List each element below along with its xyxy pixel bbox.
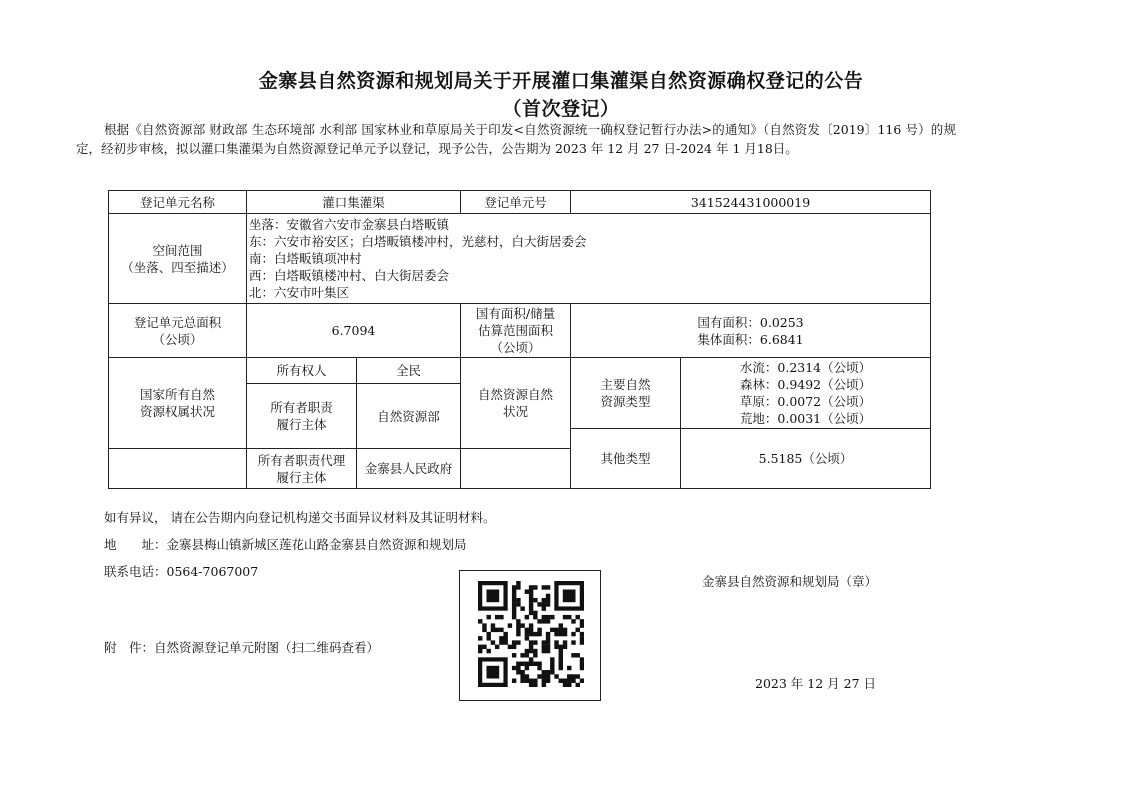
owner-value: 全民 [357, 358, 461, 384]
area-breakdown [571, 304, 931, 358]
main-type-line: 森林：0.9492（公顷） [739, 377, 872, 392]
main-type-line: 水流：0.2314（公顷） [739, 360, 872, 375]
natural-status-label-line: 状况 [503, 404, 529, 419]
space-description [247, 214, 931, 304]
ownership-label-spacer [109, 449, 247, 489]
notice-intro: 根据《自然资源部 财政部 生态环境部 水利部 国家林业和草原局关于印发<自然资源统一确权登记暂行办法>的通知》（自然资发〔2019〕116 号）的规定，经初步审核，拟以灌口集灌渠为自然资源登记单元予以登记，现予公告，公告期为 2023 年 12 月 27 日-2024 年 1 月18日。 [76, 122, 956, 156]
main-type-label-line: 主要自然 [600, 377, 651, 392]
space-label-line: 空间范围 [152, 242, 203, 258]
address-line: 地 址：金寨县梅山镇新城区莲花山路金寨县自然资源和规划局 [104, 537, 467, 552]
unit-no-value: 341524431000019 [571, 191, 931, 214]
state-area-label [461, 304, 571, 358]
ownership-label [109, 358, 247, 449]
space-label-line: （坐落、四至描述） [121, 259, 234, 275]
main-type-line: 草原：0.0072（公顷） [739, 394, 872, 409]
main-type-line: 荒地：0.0031（公顷） [739, 411, 872, 426]
qr-code-frame [459, 570, 601, 701]
space-line: 北：六安市叶集区 [249, 285, 350, 300]
state-area-value: 国有面积：0.0253 [697, 314, 804, 330]
other-type-label: 其他类型 [571, 429, 681, 489]
phone-line: 联系电话：0564-7067007 [104, 564, 259, 579]
main-type-label [571, 358, 681, 429]
duty-label-line: 履行主体 [276, 417, 327, 432]
duty-label [247, 384, 357, 449]
owner-label: 所有权人 [247, 358, 357, 384]
objection-note: 如有异议， 请在公告期内向登记机构递交书面异议材料及其证明材料。 [104, 510, 496, 525]
agent-label-line: 所有者职责代理 [257, 452, 346, 468]
notice-date: 2023 年 12 月 27 日 [755, 676, 876, 691]
attachment-line: 附 件：自然资源登记单元附图（扫二维码查看） [104, 640, 380, 655]
natural-status-label-line: 自然资源自然 [478, 387, 554, 402]
natural-status-label [461, 358, 571, 449]
collective-area-value: 集体面积：6.6841 [697, 331, 804, 347]
duty-value: 自然资源部 [357, 384, 461, 449]
space-line: 西：白塔畈镇楼冲村、白大街居委会 [249, 268, 450, 283]
unit-no-label: 登记单元号 [461, 191, 571, 214]
agent-label [247, 449, 357, 489]
agent-value: 金寨县人民政府 [357, 449, 461, 489]
ownership-label-line: 国家所有自然 [139, 387, 215, 402]
total-area-label-line: 登记单元总面积 [133, 314, 222, 330]
seal-text: 金寨县自然资源和规划局（章） [702, 574, 878, 589]
space-line: 东：六安市裕安区；白塔畈镇楼冲村，光慈村，白大街居委会 [249, 234, 587, 249]
main-type-values [681, 358, 931, 429]
notice-subtitle: （首次登记） [502, 98, 620, 120]
notice-title: 金寨县自然资源和规划局关于开展灌口集灌渠自然资源确权登记的公告 [258, 70, 864, 92]
natural-status-spacer [461, 449, 571, 489]
qr-code-icon[interactable] [478, 581, 584, 687]
state-area-label-line: （公顷） [490, 340, 541, 355]
duty-label-line: 所有者职责 [270, 400, 333, 415]
total-area-label [109, 304, 247, 358]
agent-label-line: 履行主体 [276, 469, 327, 485]
space-label [109, 214, 247, 304]
space-line: 坐落：安徽省六安市金寨县白塔畈镇 [249, 217, 450, 232]
registration-table [108, 190, 931, 489]
other-type-value: 5.5185（公顷） [681, 429, 931, 489]
unit-name-label: 登记单元名称 [109, 191, 247, 214]
state-area-label-line: 估算范围面积 [478, 323, 554, 338]
state-area-label-line: 国有面积/储量 [475, 306, 556, 321]
main-type-label-line: 资源类型 [600, 394, 651, 409]
unit-name-value: 灌口集灌渠 [247, 191, 461, 214]
total-area-value: 6.7094 [247, 304, 461, 358]
ownership-label-line: 资源权属状况 [139, 404, 215, 419]
total-area-label-line: （公顷） [152, 331, 203, 347]
space-line: 南：白塔畈镇项冲村 [249, 251, 362, 266]
